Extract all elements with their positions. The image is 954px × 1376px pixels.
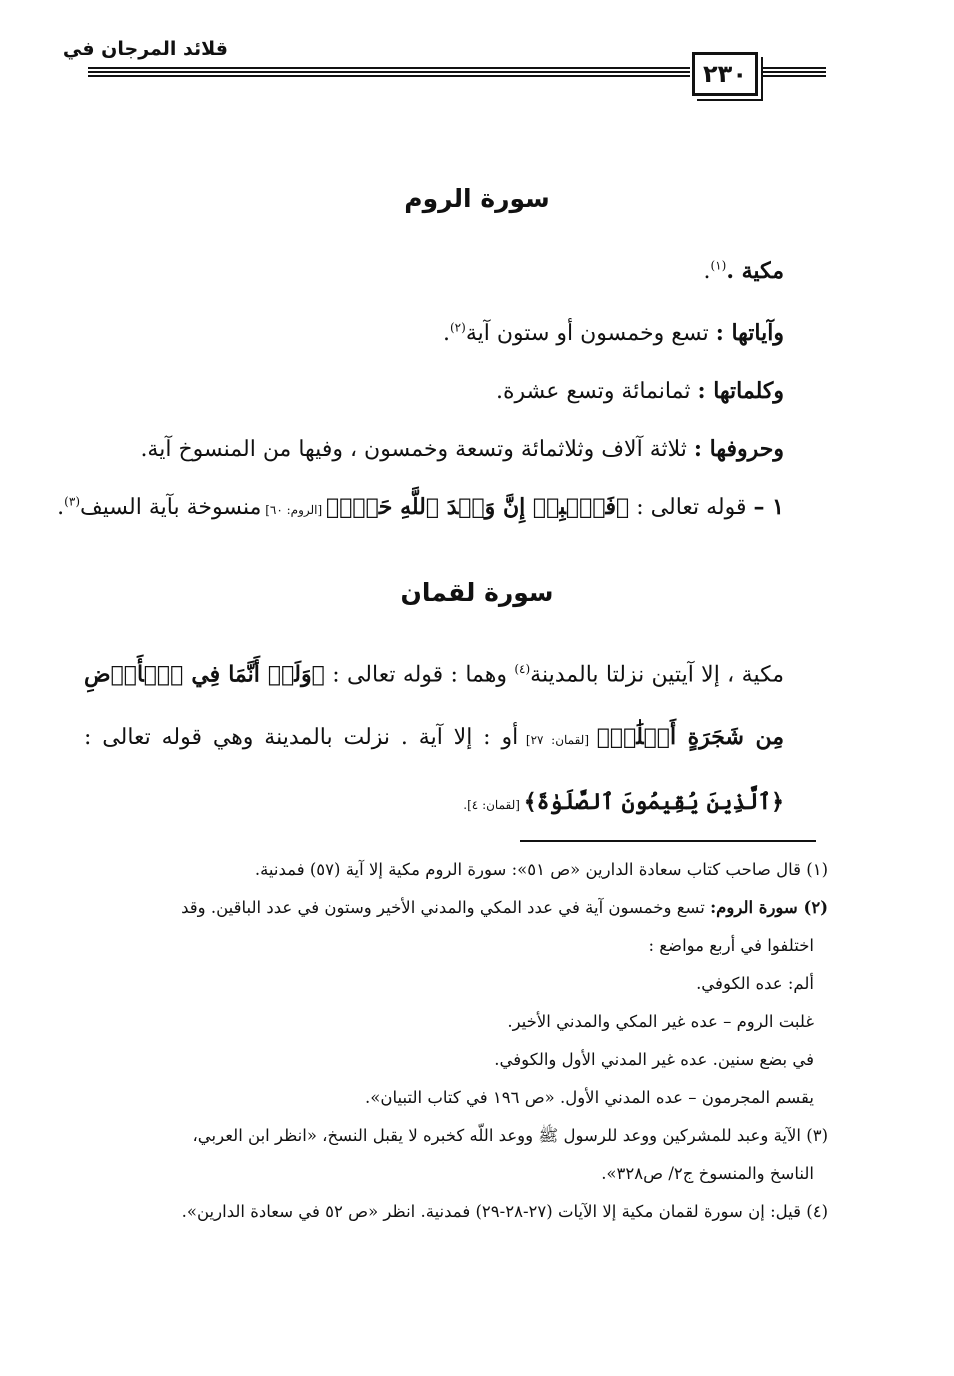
rum-huruf-line: [140, 436, 784, 462]
quran-verse: ﴿فَٱصۡبِرۡ إِنَّ وَعۡدَ ٱللَّهِ حَقّٞ﴾: [326, 494, 630, 520]
footnote-text: تسع وخمسون آية في عدد المكي والمدني الأخير وستون في عدد الباقين. وقد: [181, 898, 711, 917]
para-text: أو : إلا آية . نزلت بالمدينة وهي قوله تعالى :: [84, 725, 519, 751]
line-end: .: [442, 321, 450, 346]
header-rule: [88, 71, 690, 73]
footnote-separator: [520, 840, 816, 842]
line-end: .: [57, 495, 65, 520]
footnote-3-line-2: الناسخ والمنسوخ ج٢/ ص٣٢٨».: [601, 1164, 814, 1183]
verse-citation: [لقمان: ٢٧]: [518, 733, 597, 748]
para-text: وهما : قوله تعالى :: [324, 662, 515, 688]
verse-citation: [الروم: ٦٠]: [261, 503, 326, 517]
rum-kalimat-line: [496, 378, 784, 404]
header-rule: [88, 75, 690, 77]
rum-item-1: [57, 494, 784, 520]
verse-citation: [لقمان: ٤].: [463, 798, 524, 813]
rum-makkiyya-line: [703, 258, 784, 284]
header-rule: [758, 71, 826, 73]
huruf-label: وحروفها :: [693, 436, 784, 462]
page-number-box: [692, 52, 758, 96]
item-text-end: منسوخة بآية السيف: [80, 495, 262, 520]
huruf-text: ثلاثة آلاف وثلاثمائة وتسعة وخمسون ، وفيها من المنسوخ آية.: [140, 437, 694, 462]
header-rule: [758, 67, 826, 69]
footnote-2-line-3: ألم: عده الكوفي.: [696, 974, 814, 993]
ayat-label: وآياتها :: [715, 320, 784, 346]
footnote-ref: (١): [710, 258, 727, 273]
quran-verse: ﴿ٱلَّذِينَ يُقِيمُونَ ٱلصَّلَوٰةَ﴾: [523, 789, 784, 816]
para-text: مكية ، إلا آيتين نزلتا بالمدينة: [530, 662, 785, 688]
rum-ayat-line: [443, 320, 784, 346]
footnote-1: (١) قال صاحب كتاب سعادة الدارين «ص ٥١»: سورة الروم مكية إلا آية (٥٧) فمدنية.: [254, 860, 828, 879]
ayat-text: تسع وخمسون أو ستون آية: [465, 321, 716, 346]
header-rule: [758, 75, 826, 77]
page-number: ٢٣٠: [703, 60, 747, 88]
running-title: قلائد المرجان في: [62, 38, 228, 60]
footnote-ref: (٣): [64, 494, 80, 509]
item-text: قوله تعالى :: [629, 495, 754, 520]
footnote-2-line-5: في بضع سنين. عده غير المدني الأول والكوفي.: [494, 1050, 814, 1069]
footnote-4: (٤) قيل: إن سورة لقمان مكية إلا الآيات (٢٧-٢٨-٢٩) فمدنية. انظر «ص ٥٢ في سعادة الدارين».: [181, 1202, 828, 1221]
line-end: .: [703, 259, 711, 284]
kalimat-text: ثمانمائة وتسع عشرة.: [495, 379, 698, 404]
footnote-ref: (٢): [449, 320, 466, 335]
footnote-3-line-1: (٣) الآية وعبد للمشركين ووعد للرسول ﷺ ووعد اللّه كخبره لا يقبل النسخ، «انظر ابن العربي،: [192, 1126, 828, 1145]
footnote-2-line-4: غلبت الروم – عده غير المكي والمدني الأخير.: [507, 1012, 814, 1031]
item-number: ١ –: [753, 494, 784, 520]
footnote-2-line-1: [181, 898, 828, 917]
header-rule: [88, 67, 690, 69]
kalimat-label: وكلماتها :: [697, 378, 784, 404]
footnote-label: (٢) سورة الروم:: [710, 898, 828, 917]
footnote-2-line-2: اختلفوا في أربع مواضع :: [648, 936, 814, 955]
footnote-2-line-6: يقسم المجرمون – عده المدني الأول. «ص ١٩٦ في كتاب التبيان».: [365, 1088, 814, 1107]
quran-verse: ﴿وَلَوۡ أَنَّمَا فِي ٱلۡأَرۡضِ مِن شَجَرَةٍ أَقۡلَٰمٞ﴾: [84, 661, 784, 751]
surah-luqman-title: سورة لقمان: [400, 578, 554, 607]
footnote-ref: (٤): [514, 662, 531, 676]
surah-rum-title: سورة الروم: [404, 184, 550, 213]
luqman-paragraph: [84, 638, 784, 836]
makkiyya-text: مكية .: [726, 258, 784, 284]
